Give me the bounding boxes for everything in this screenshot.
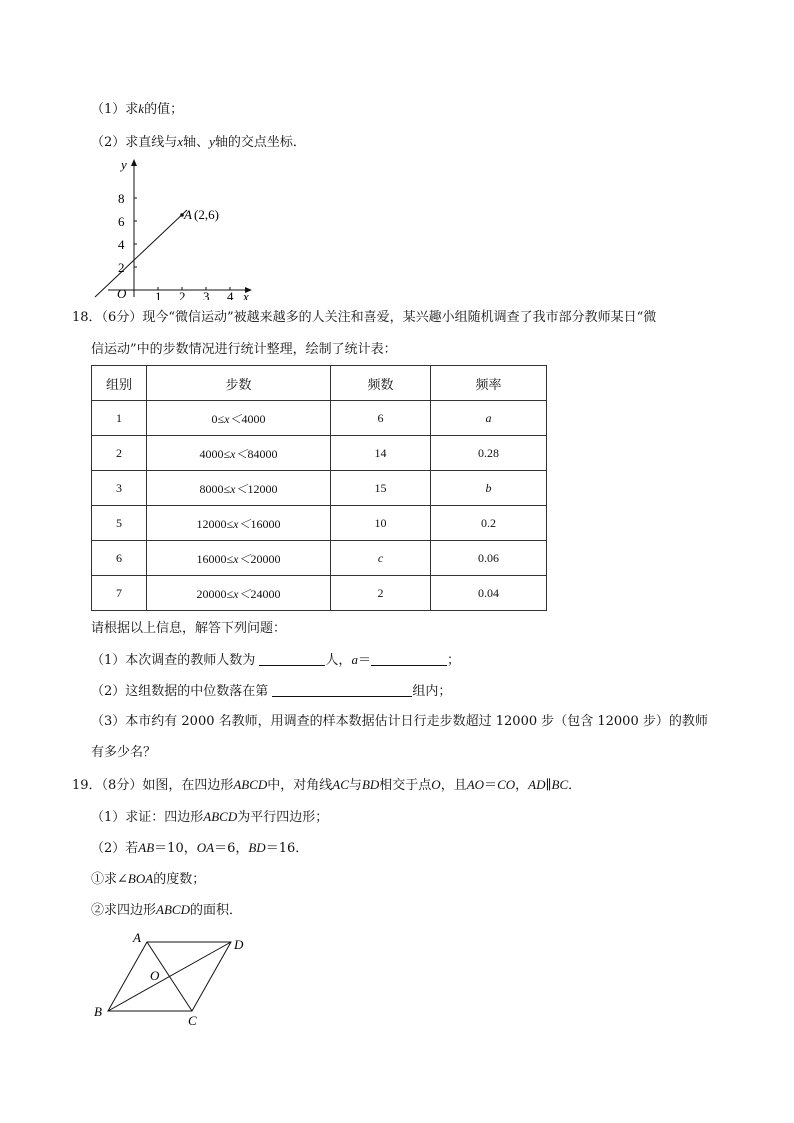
q18-part3-line1: （3）本市约有 2000 名教师，用调查的样本数据估计日行走步数超过 12000 步（包含 12000 步）的教师 [91,714,708,729]
cell-rate: 0.2 [431,506,547,541]
origin-label: O [117,286,127,300]
q18-part1: （1）本次调查的教师人数为 人，a＝ ； [91,652,460,668]
cell-steps: 8000≤x＜12000 [147,471,331,506]
cell-steps: 20000≤x＜24000 [147,576,331,611]
q17-coordinate-graph [88,155,258,300]
cell-rate: a [431,401,547,436]
cell-frequency: 15 [331,471,431,506]
q19-part2: （2）若AB＝10，OA＝6，BD＝16． [91,840,309,856]
header-steps: 步数 [147,366,331,401]
cell-rate: 0.06 [431,541,547,576]
table-row [92,471,547,506]
graph-line [95,210,187,297]
q19-stem: 19．（8分）如图，在四边形ABCD中，对角线AC与BD相交于点O，且AO＝CO，AD∥BC． [72,777,582,793]
cell-rate: b [431,471,547,506]
table-row [92,576,547,611]
point-o-label: O [150,968,160,983]
cell-group: 6 [92,541,147,576]
cell-group: 5 [92,506,147,541]
point-a-coords: (2,6) [194,207,219,222]
cell-group: 3 [92,471,147,506]
vertex-a-label: A [133,930,141,945]
cell-frequency: 10 [331,506,431,541]
y-tick-label: 8 [118,191,125,206]
table-row [92,506,547,541]
cell-frequency: 2 [331,576,431,611]
x-tick-label: 2 [179,289,186,300]
q19-subpart1: ①求∠BOA的度数； [91,871,206,887]
q18-part3-line2: 有多少名？ [91,745,157,760]
cell-group: 7 [92,576,147,611]
point-a-name: A [184,207,192,222]
q17-part2: （2）求直线与x轴、y轴的交点坐标． [91,134,306,150]
header-group: 组别 [92,366,147,401]
cell-rate: 0.04 [431,576,547,611]
q19-parallelogram-figure [90,928,260,1028]
cell-frequency: 6 [331,401,431,436]
answer-blank-teacher-count[interactable] [259,651,325,666]
table-row [92,401,547,436]
q18-stem-line2: 信运动”中的步数情况进行统计整理，绘制了统计表： [91,342,397,357]
vertex-c-label: C [188,1013,197,1028]
q18-part2: （2）这组数据的中位数落在第 组内； [91,684,452,699]
table-header-row [92,366,547,401]
x-axis-label: x [243,289,249,300]
header-frequency: 频数 [331,366,431,401]
cell-steps: 12000≤x＜16000 [147,506,331,541]
y-axis-arrow-icon [131,159,137,166]
diagonal-bd [108,942,231,1011]
answer-blank-median-group[interactable] [272,682,412,697]
cell-frequency: 14 [331,436,431,471]
y-tick-label: 2 [118,260,125,275]
vertex-b-label: B [94,1004,102,1019]
header-rate: 频率 [431,366,547,401]
q18-stem-line1: 18．（6分）现今“微信运动”被越来越多的人关注和喜爱，某兴趣小组随机调查了我市部分教师某日“微 [72,310,657,325]
cell-group: 2 [92,436,147,471]
q18-prompt: 请根据以上信息，解答下列问题： [91,621,287,636]
y-tick-label: 6 [118,214,125,229]
x-tick-label: 4 [227,289,234,300]
y-axis-label: y [121,157,127,172]
cell-rate: 0.28 [431,436,547,471]
vertex-d-label: D [234,937,244,952]
cell-frequency: c [331,541,431,576]
q17-part1: （1）求k的值； [91,101,184,117]
q19-part1: （1）求证：四边形ABCD为平行四边形； [91,809,329,825]
cell-steps: 0≤x＜4000 [147,401,331,436]
table-row [92,436,547,471]
cell-group: 1 [92,401,147,436]
table-row [92,541,547,576]
x-tick-label: 1 [155,289,162,300]
q19-subpart2: ②求四边形ABCD的面积． [91,902,242,918]
answer-blank-a[interactable] [371,651,447,666]
x-tick-label: 3 [203,289,210,300]
y-tick-label: 4 [118,237,125,252]
statistics-table [91,365,547,611]
cell-steps: 4000≤x＜84000 [147,436,331,471]
cell-steps: 16000≤x＜20000 [147,541,331,576]
